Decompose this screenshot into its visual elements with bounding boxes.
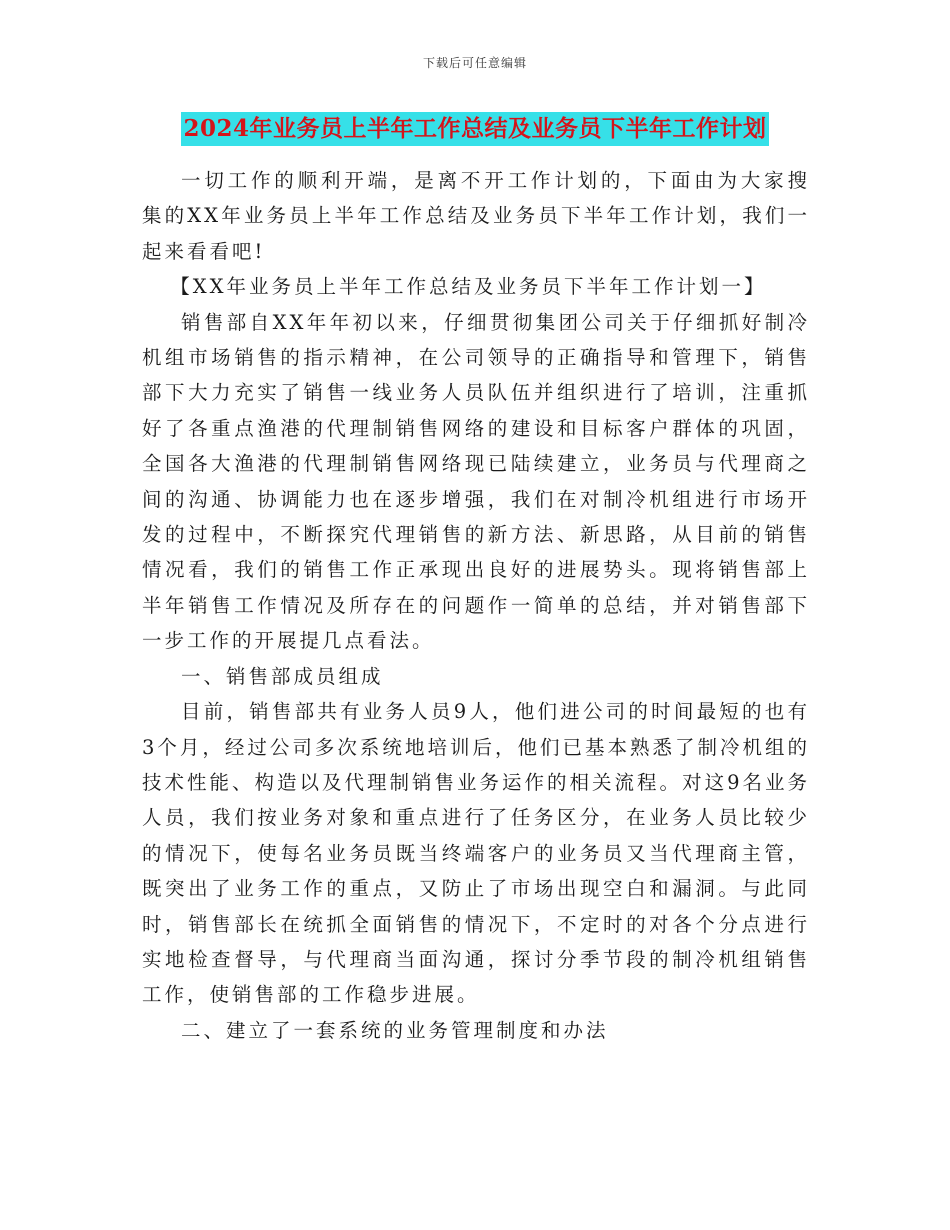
document-title: 2024年业务员上半年工作总结及业务员下半年工作计划 — [181, 112, 768, 146]
section-heading-plan-one: 【XX年业务员上半年工作总结及业务员下半年工作计划一】 — [170, 275, 767, 299]
section-heading: 一、销售部成员组成 — [181, 664, 384, 688]
document-body — [142, 163, 810, 1048]
body-paragraph: 目前，销售部共有业务人员9人，他们进公司的时间最短的也有3个月，经过公司多次系统地培训后，他们已基本熟悉了制冷机组的技术性能、构造以及代理制销售业务运作的相关流程。对这9名业务人员，我们按业务对象和重点进行了任务区分，在业务人员比较少的情况下，使每名业务员既当终端客户的业务员又当代理商主管，既突出了业务工作的重点，又防止了市场出现空白和漏洞。与此同时，销售部长在统抓全面销售的情况下，不定时的对各个分点进行实地检查督导，与代理商当面沟通，探讨分季节段的制冷机组销售工作，使销售部的工作稳步进展。 — [142, 700, 810, 1007]
title-container — [0, 112, 950, 146]
body-paragraph: 销售部自XX年年初以来，仔细贯彻集团公司关于仔细抓好制冷机组市场销售的指示精神，在公司领导的正确指导和管理下，销售部下大力充实了销售一线业务人员队伍并组织进行了培训，注重抓好了各重点渔港的代理制销售网络的建设和目标客户群体的巩固，全国各大渔港的代理制销售网络现已陆续建立，业务员与代理商之间的沟通、协调能力也在逐步增强，我们在对制冷机组进行市场开发的过程中，不断探究代理销售的新方法、新思路，从目前的销售情况看，我们的销售工作正承现出良好的进展势头。现将销售部上半年销售工作情况及所存在的问题作一简单的总结，并对销售部下一步工作的开展提几点看法。 — [142, 310, 810, 653]
section-heading: 二、建立了一套系统的业务管理制度和办法 — [181, 1018, 609, 1042]
intro-paragraph: 一切工作的顺利开端，是离不开工作计划的，下面由为大家搜集的XX年业务员上半年工作总结及业务员下半年工作计划，我们一起来看看吧! — [142, 169, 810, 263]
page-header-note: 下载后可任意编辑 — [422, 56, 527, 70]
